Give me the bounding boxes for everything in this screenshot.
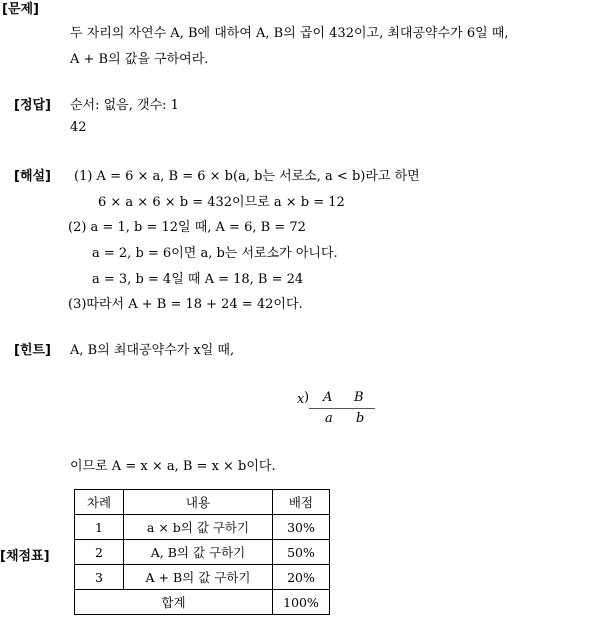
row-score: 30% xyxy=(273,515,330,540)
solution-line-5: a = 3, b = 4일 때 A = 18, B = 24 xyxy=(92,272,304,287)
header-order: 차례 xyxy=(75,490,124,515)
grading-header-row xyxy=(75,490,330,515)
division-line xyxy=(309,408,375,409)
grading-table xyxy=(74,489,330,615)
row-order: 1 xyxy=(75,515,124,540)
row-content: A + B의 값 구하기 xyxy=(124,565,273,590)
division-top-a: A xyxy=(323,390,333,405)
answer-label: [정답] xyxy=(14,98,51,113)
row-order: 3 xyxy=(75,565,124,590)
solution-line-4: a = 2, b = 6이면 a, b는 서로소가 아니다. xyxy=(92,246,338,261)
solution-line-1: (1) A = 6 × a, B = 6 × b(a, b는 서로소, a < b)라고 하면 xyxy=(74,169,420,184)
total-label: 합계 xyxy=(75,590,273,615)
table-row xyxy=(75,565,330,590)
problem-line-2: A + B의 값을 구하여라. xyxy=(70,52,209,67)
table-row xyxy=(75,515,330,540)
grading-total-row xyxy=(75,590,330,615)
row-score: 20% xyxy=(273,565,330,590)
division-top-b: B xyxy=(354,390,364,405)
hint-line-2: 이므로 A = x × a, B = x × b이다. xyxy=(70,459,276,474)
solution-label: [해설] xyxy=(14,169,51,184)
division-divisor: x xyxy=(297,392,305,407)
header-score: 배점 xyxy=(273,490,330,515)
hint-label: [힌트] xyxy=(14,343,51,358)
answer-line-1: 순서: 없음, 갯수: 1 xyxy=(70,98,179,113)
solution-line-3: (2) a = 1, b = 12일 때, A = 6, B = 72 xyxy=(68,220,306,235)
total-value: 100% xyxy=(273,590,330,615)
solution-line-6: (3)따라서 A + B = 18 + 24 = 42이다. xyxy=(68,297,303,312)
answer-value: 42 xyxy=(70,120,87,135)
hint-line-1: A, B의 최대공약수가 x일 때, xyxy=(70,343,235,358)
grading-label: [채점표] xyxy=(0,549,50,564)
division-bottom-b: b xyxy=(356,411,365,426)
table-row xyxy=(75,540,330,565)
row-content: A, B의 값 구하기 xyxy=(124,540,273,565)
row-content: a × b의 값 구하기 xyxy=(124,515,273,540)
row-score: 50% xyxy=(273,540,330,565)
solution-line-2: 6 × a × 6 × b = 432이므로 a × b = 12 xyxy=(98,195,345,210)
problem-line-1: 두 자리의 자연수 A, B에 대하여 A, B의 곱이 432이고, 최대공약수가 6일 때, xyxy=(70,26,509,41)
division-bottom-a: a xyxy=(325,411,333,426)
row-order: 2 xyxy=(75,540,124,565)
division-bracket: ) xyxy=(304,390,310,405)
header-content: 내용 xyxy=(124,490,273,515)
problem-label: [문제] xyxy=(2,2,39,17)
